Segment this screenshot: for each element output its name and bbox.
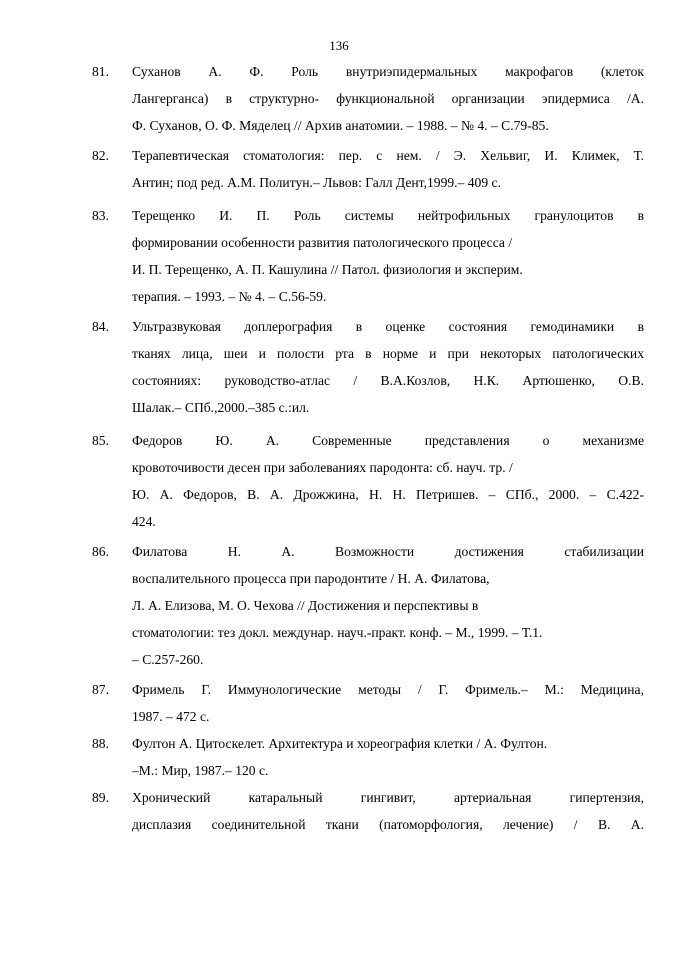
reference-line: Ультразвуковая доплерография в оценке состояния гемодинамики в: [132, 319, 644, 334]
reference-line: Фримель Г. Иммунологические методы / Г. Фримель.– М.: Медицина,: [132, 682, 644, 697]
reference-number: 86.: [92, 544, 109, 559]
reference-88: [92, 730, 644, 784]
reference-line: дисплазия соединительной ткани (патоморфология, лечение) / В. А.: [132, 817, 644, 832]
reference-82: [92, 142, 644, 196]
reference-number: 87.: [92, 682, 109, 697]
reference-line: стоматологии: тез докл. междунар. науч.-практ. конф. – М., 1999. – Т.1.: [132, 625, 543, 640]
reference-number: 88.: [92, 736, 109, 751]
reference-line: кровоточивости десен при заболеваниях пародонта: сб. науч. тр. /: [132, 460, 513, 475]
reference-85: [92, 427, 644, 535]
reference-text: [132, 427, 644, 535]
reference-line: Ю. А. Федоров, В. А. Дрожжина, Н. Н. Петришев. – СПб., 2000. – С.422-: [132, 487, 644, 502]
reference-line: Суханов А. Ф. Роль внутриэпидермальных макрофагов (клеток: [132, 64, 644, 79]
reference-line: Филатова Н. А. Возможности достижения стабилизации: [132, 544, 644, 559]
reference-line: Фултон А. Цитоскелет. Архитектура и хореография клетки / А. Фултон.: [132, 736, 548, 751]
reference-text: [132, 730, 644, 784]
reference-line: 424.: [132, 514, 156, 529]
reference-number: 85.: [92, 433, 109, 448]
reference-text: [132, 58, 644, 139]
reference-87: [92, 676, 644, 730]
reference-line: тканях лица, шеи и полости рта в норме и при некоторых патологических: [132, 346, 644, 361]
reference-line: И. П. Терещенко, А. П. Кашулина // Патол. физиология и эксперим.: [132, 262, 523, 277]
reference-line: Терапевтическая стоматология: пер. с нем. / Э. Хельвиг, И. Климек, Т.: [132, 148, 644, 163]
reference-line: Ф. Суханов, О. Ф. Мяделец // Архив анатомии. – 1988. – № 4. – С.79-85.: [132, 118, 549, 133]
reference-line: – С.257-260.: [132, 652, 204, 667]
reference-number: 81.: [92, 64, 109, 79]
reference-line: Антин; под ред. А.М. Политун.– Львов: Галл Дент,1999.– 409 с.: [132, 175, 501, 190]
reference-84: [92, 313, 644, 421]
reference-line: формировании особенности развития патологического процесса /: [132, 235, 513, 250]
reference-text: [132, 313, 644, 421]
reference-number: 89.: [92, 790, 109, 805]
reference-number: 83.: [92, 208, 109, 223]
reference-text: [132, 142, 644, 196]
reference-line: Терещенко И. П. Роль системы нейтрофильных гранулоцитов в: [132, 208, 644, 223]
reference-text: [132, 676, 644, 730]
reference-number: 82.: [92, 148, 109, 163]
reference-86: [92, 538, 644, 673]
reference-83: [92, 202, 644, 310]
reference-89: [92, 784, 644, 838]
reference-line: воспалительного процесса при пародонтите / Н. А. Филатова,: [132, 571, 490, 586]
reference-line: состояниях: руководство-атлас / В.А.Козлов, Н.К. Артюшенко, О.В.: [132, 373, 644, 388]
reference-line: –М.: Мир, 1987.– 120 с.: [132, 763, 269, 778]
reference-line: Федоров Ю. А. Современные представления о механизме: [132, 433, 644, 448]
reference-line: Хронический катаральный гингивит, артериальная гипертензия,: [132, 790, 644, 805]
reference-number: 84.: [92, 319, 109, 334]
reference-81: [92, 58, 644, 139]
reference-text: [132, 202, 644, 310]
reference-line: терапия. – 1993. – № 4. – С.56-59.: [132, 289, 327, 304]
reference-text: [132, 784, 644, 838]
reference-line: Шалак.– СПб.,2000.–385 с.:ил.: [132, 400, 310, 415]
reference-list: [92, 58, 644, 838]
reference-text: [132, 538, 644, 673]
reference-line: Лангерганса) в структурно- функциональной организации эпидермиса /А.: [132, 91, 644, 106]
reference-line: Л. А. Елизова, М. О. Чехова // Достижения и перспективы в: [132, 598, 479, 613]
reference-line: 1987. – 472 с.: [132, 709, 210, 724]
page-number: 136: [329, 38, 349, 53]
